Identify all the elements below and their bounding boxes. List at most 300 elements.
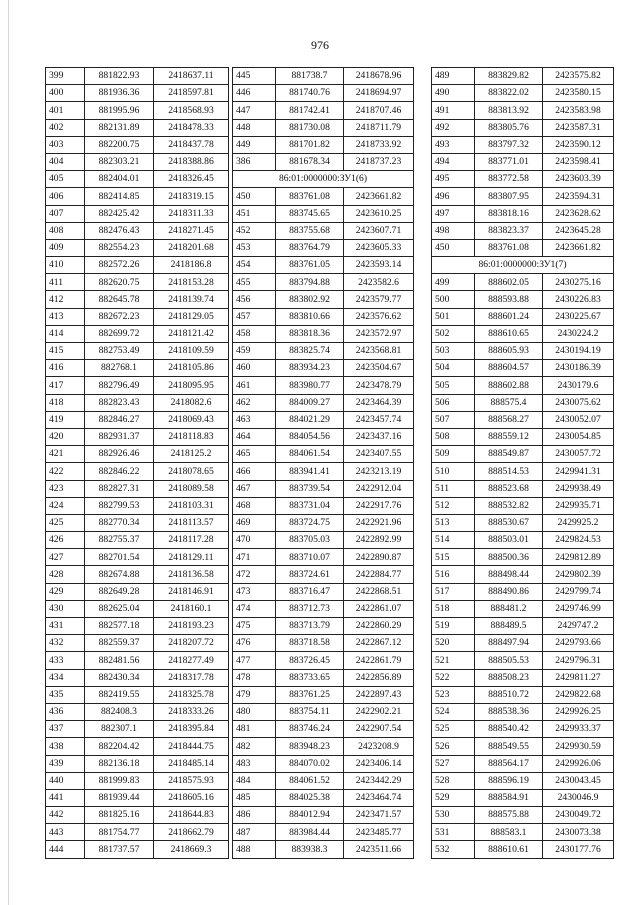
x-coordinate: 882131.89: [85, 119, 154, 136]
point-number: 524: [432, 703, 475, 720]
table-row: [46, 463, 229, 480]
y-coordinate: 2423407.55: [344, 446, 414, 463]
y-coordinate: 2418694.97: [344, 85, 414, 102]
y-coordinate: 2422890.87: [344, 549, 414, 566]
x-coordinate: 883813.92: [475, 102, 543, 119]
point-number: 528: [432, 772, 475, 789]
point-number: 502: [432, 325, 475, 342]
y-coordinate: 2418113.57: [154, 514, 229, 531]
y-coordinate: 2430177.76: [543, 841, 614, 858]
x-coordinate: 883794.88: [276, 274, 344, 291]
table-row: [432, 102, 614, 119]
x-coordinate: 881738.7: [276, 68, 344, 85]
section-header-row: [432, 257, 614, 274]
point-number: 432: [46, 635, 85, 652]
x-coordinate: 882799.53: [85, 497, 154, 514]
cadastral-number: 86:01:0000000:ЗУ1(7): [432, 257, 614, 274]
y-coordinate: 2418089.58: [154, 480, 229, 497]
point-number: 407: [46, 205, 85, 222]
y-coordinate: 2418444.75: [154, 738, 229, 755]
y-coordinate: 2423485.77: [344, 824, 414, 841]
point-number: 455: [233, 274, 276, 291]
point-number: 471: [233, 549, 276, 566]
point-number: 492: [432, 119, 475, 136]
point-number: 510: [432, 463, 475, 480]
y-coordinate: 2423607.71: [344, 222, 414, 239]
table-row: [46, 257, 229, 274]
x-coordinate: 883745.65: [276, 205, 344, 222]
table-row: [432, 703, 614, 720]
x-coordinate: 883829.82: [475, 68, 543, 85]
y-coordinate: 2418637.11: [154, 68, 229, 85]
x-coordinate: 888605.93: [475, 343, 543, 360]
table-row: [432, 446, 614, 463]
y-coordinate: 2418129.11: [154, 549, 229, 566]
y-coordinate: 2422921.96: [344, 514, 414, 531]
table-row: [233, 635, 414, 652]
x-coordinate: 883764.79: [276, 239, 344, 256]
table-row: [233, 514, 414, 531]
x-coordinate: 888575.88: [475, 807, 543, 824]
table-row: [432, 772, 614, 789]
x-coordinate: 882701.54: [85, 549, 154, 566]
table-row: [46, 377, 229, 394]
table-row: [233, 308, 414, 325]
point-number: 506: [432, 394, 475, 411]
x-coordinate: 881737.57: [85, 841, 154, 858]
y-coordinate: 2423437.16: [344, 428, 414, 445]
x-coordinate: 881936.36: [85, 85, 154, 102]
point-number: 457: [233, 308, 276, 325]
y-coordinate: 2418109.59: [154, 343, 229, 360]
cadastral-number: 86:01:0000000:ЗУ1(6): [233, 171, 414, 188]
point-number: 399: [46, 68, 85, 85]
x-coordinate: 888489.5: [475, 618, 543, 635]
y-coordinate: 2429925.2: [543, 514, 614, 531]
table-row: [46, 222, 229, 239]
y-coordinate: 2429938.49: [543, 480, 614, 497]
table-row: [46, 102, 229, 119]
x-coordinate: 888601.24: [475, 308, 543, 325]
y-coordinate: 2418575.93: [154, 772, 229, 789]
x-coordinate: 883818.36: [276, 325, 344, 342]
table-row: [233, 394, 414, 411]
y-coordinate: 2418319.15: [154, 188, 229, 205]
x-coordinate: 882476.43: [85, 222, 154, 239]
y-coordinate: 2418117.28: [154, 532, 229, 549]
table-row: [233, 136, 414, 153]
x-coordinate: 881822.93: [85, 68, 154, 85]
point-number: 436: [46, 703, 85, 720]
x-coordinate: 883823.37: [475, 222, 543, 239]
point-number: 508: [432, 428, 475, 445]
y-coordinate: 2429802.39: [543, 566, 614, 583]
coordinate-table-2: [232, 67, 414, 859]
x-coordinate: 881742.41: [276, 102, 344, 119]
table-row: [46, 600, 229, 617]
table-row: [233, 325, 414, 342]
y-coordinate: 2418129.05: [154, 308, 229, 325]
table-row: [233, 222, 414, 239]
point-number: 402: [46, 119, 85, 136]
table-row: [233, 377, 414, 394]
y-coordinate: 2423645.28: [543, 222, 614, 239]
x-coordinate: 882649.28: [85, 583, 154, 600]
point-number: 423: [46, 480, 85, 497]
table-row: [46, 480, 229, 497]
table-row: [432, 291, 614, 308]
table-row: [46, 497, 229, 514]
y-coordinate: 2429926.06: [543, 755, 614, 772]
point-number: 447: [233, 102, 276, 119]
y-coordinate: 2422861.79: [344, 652, 414, 669]
table-row: [46, 205, 229, 222]
x-coordinate: 888583.1: [475, 824, 543, 841]
y-coordinate: 2418597.81: [154, 85, 229, 102]
x-coordinate: 888508.23: [475, 669, 543, 686]
y-coordinate: 2418082.6: [154, 394, 229, 411]
x-coordinate: 883724.61: [276, 566, 344, 583]
x-coordinate: 883818.16: [475, 205, 543, 222]
table-row: [233, 497, 414, 514]
point-number: 441: [46, 789, 85, 806]
point-number: 514: [432, 532, 475, 549]
y-coordinate: 2418311.33: [154, 205, 229, 222]
x-coordinate: 888584.91: [475, 789, 543, 806]
table-row: [46, 566, 229, 583]
table-row: [233, 841, 414, 858]
x-coordinate: 883726.45: [276, 652, 344, 669]
x-coordinate: 883754.11: [276, 703, 344, 720]
y-coordinate: 2418388.86: [154, 153, 229, 170]
table-row: [432, 239, 614, 256]
point-number: 494: [432, 153, 475, 170]
y-coordinate: 2418707.46: [344, 102, 414, 119]
table-row: [233, 824, 414, 841]
table-row: [233, 738, 414, 755]
x-coordinate: 882931.37: [85, 428, 154, 445]
point-number: 474: [233, 600, 276, 617]
y-coordinate: 2423587.31: [543, 119, 614, 136]
x-coordinate: 882414.85: [85, 188, 154, 205]
y-coordinate: 2418078.65: [154, 463, 229, 480]
x-coordinate: 883713.79: [276, 618, 344, 635]
point-number: 431: [46, 618, 85, 635]
x-coordinate: 883938.3: [276, 841, 344, 858]
table-row: [46, 446, 229, 463]
point-number: 445: [233, 68, 276, 85]
y-coordinate: 2430226.83: [543, 291, 614, 308]
table-row: [233, 257, 414, 274]
point-number: 496: [432, 188, 475, 205]
point-number: 482: [233, 738, 276, 755]
y-coordinate: 2418733.92: [344, 136, 414, 153]
point-number: 415: [46, 343, 85, 360]
x-coordinate: 881825.16: [85, 807, 154, 824]
x-coordinate: 888530.67: [475, 514, 543, 531]
x-coordinate: 884070.02: [276, 755, 344, 772]
x-coordinate: 882204.42: [85, 738, 154, 755]
x-coordinate: 882620.75: [85, 274, 154, 291]
y-coordinate: 2422897.43: [344, 686, 414, 703]
point-number: 487: [233, 824, 276, 841]
y-coordinate: 2418095.95: [154, 377, 229, 394]
y-coordinate: 2423583.98: [543, 102, 614, 119]
table-row: [46, 583, 229, 600]
x-coordinate: 883810.66: [276, 308, 344, 325]
x-coordinate: 883710.07: [276, 549, 344, 566]
point-number: 413: [46, 308, 85, 325]
table-row: [46, 669, 229, 686]
x-coordinate: 884021.29: [276, 411, 344, 428]
y-coordinate: 2422861.07: [344, 600, 414, 617]
table-row: [46, 428, 229, 445]
point-number: 427: [46, 549, 85, 566]
table-row: [233, 566, 414, 583]
point-number: 525: [432, 721, 475, 738]
table-row: [233, 463, 414, 480]
table-row: [432, 635, 614, 652]
x-coordinate: 883802.92: [276, 291, 344, 308]
y-coordinate: 2422868.51: [344, 583, 414, 600]
y-coordinate: 2422867.12: [344, 635, 414, 652]
y-coordinate: 2423610.25: [344, 205, 414, 222]
table-row: [432, 583, 614, 600]
point-number: 485: [233, 789, 276, 806]
point-number: 424: [46, 497, 85, 514]
table-row: [432, 119, 614, 136]
table-row: [432, 325, 614, 342]
y-coordinate: 2418201.68: [154, 239, 229, 256]
x-coordinate: 883934.23: [276, 360, 344, 377]
point-number: 434: [46, 669, 85, 686]
table-row: [233, 703, 414, 720]
point-number: 473: [233, 583, 276, 600]
x-coordinate: 882846.22: [85, 463, 154, 480]
point-number: 529: [432, 789, 475, 806]
table-row: [432, 463, 614, 480]
point-number: 422: [46, 463, 85, 480]
table-row: [432, 85, 614, 102]
x-coordinate: 888549.87: [475, 446, 543, 463]
x-coordinate: 884054.56: [276, 428, 344, 445]
x-coordinate: 888532.82: [475, 497, 543, 514]
table-row: [432, 652, 614, 669]
x-coordinate: 888490.86: [475, 583, 543, 600]
point-number: 386: [233, 153, 276, 170]
table-row: [432, 618, 614, 635]
table-row: [432, 824, 614, 841]
y-coordinate: 2423661.82: [344, 188, 414, 205]
table-row: [233, 446, 414, 463]
table-row: [46, 635, 229, 652]
y-coordinate: 2422884.77: [344, 566, 414, 583]
table-row: [432, 68, 614, 85]
x-coordinate: 883772.58: [475, 171, 543, 188]
point-number: 490: [432, 85, 475, 102]
x-coordinate: 883825.74: [276, 343, 344, 360]
y-coordinate: 2418485.14: [154, 755, 229, 772]
point-number: 507: [432, 411, 475, 428]
table-row: [432, 686, 614, 703]
y-coordinate: 2423593.14: [344, 257, 414, 274]
table-row: [432, 841, 614, 858]
point-number: 526: [432, 738, 475, 755]
y-coordinate: 2418326.45: [154, 171, 229, 188]
x-coordinate: 883822.02: [475, 85, 543, 102]
point-number: 503: [432, 343, 475, 360]
x-coordinate: 888538.36: [475, 703, 543, 720]
table-row: [432, 669, 614, 686]
x-coordinate: 883771.01: [475, 153, 543, 170]
table-row: [432, 222, 614, 239]
point-number: 444: [46, 841, 85, 858]
point-number: 401: [46, 102, 85, 119]
table-row: [233, 583, 414, 600]
x-coordinate: 888523.68: [475, 480, 543, 497]
point-number: 416: [46, 360, 85, 377]
point-number: 509: [432, 446, 475, 463]
table-row: [233, 686, 414, 703]
table-row: [233, 652, 414, 669]
point-number: 469: [233, 514, 276, 531]
point-number: 403: [46, 136, 85, 153]
point-number: 462: [233, 394, 276, 411]
x-coordinate: 888596.19: [475, 772, 543, 789]
table-row: [46, 308, 229, 325]
table-row: [432, 721, 614, 738]
x-coordinate: 883948.23: [276, 738, 344, 755]
y-coordinate: 2418277.49: [154, 652, 229, 669]
point-number: 521: [432, 652, 475, 669]
table-row: [432, 205, 614, 222]
table-row: [46, 549, 229, 566]
y-coordinate: 2429824.53: [543, 532, 614, 549]
y-coordinate: 2423511.66: [344, 841, 414, 858]
y-coordinate: 2418325.78: [154, 686, 229, 703]
y-coordinate: 2418105.86: [154, 360, 229, 377]
point-number: 515: [432, 549, 475, 566]
point-number: 459: [233, 343, 276, 360]
y-coordinate: 2423628.62: [543, 205, 614, 222]
table-row: [46, 171, 229, 188]
x-coordinate: 882672.23: [85, 308, 154, 325]
point-number: 472: [233, 566, 276, 583]
y-coordinate: 2418125.2: [154, 446, 229, 463]
point-number: 452: [233, 222, 276, 239]
point-number: 465: [233, 446, 276, 463]
point-number: 504: [432, 360, 475, 377]
x-coordinate: 883718.58: [276, 635, 344, 652]
table-row: [233, 85, 414, 102]
x-coordinate: 882404.01: [85, 171, 154, 188]
table-row: [233, 205, 414, 222]
y-coordinate: 2429793.66: [543, 635, 614, 652]
y-coordinate: 2429926.25: [543, 703, 614, 720]
y-coordinate: 2430194.19: [543, 343, 614, 360]
point-number: 429: [46, 583, 85, 600]
table-row: [233, 549, 414, 566]
x-coordinate: 888514.53: [475, 463, 543, 480]
x-coordinate: 888500.36: [475, 549, 543, 566]
x-coordinate: 888602.88: [475, 377, 543, 394]
y-coordinate: 2418103.31: [154, 497, 229, 514]
x-coordinate: 884061.52: [276, 772, 344, 789]
point-number: 498: [432, 222, 475, 239]
x-coordinate: 883984.44: [276, 824, 344, 841]
point-number: 519: [432, 618, 475, 635]
x-coordinate: 882136.18: [85, 755, 154, 772]
x-coordinate: 888575.4: [475, 394, 543, 411]
point-number: 488: [233, 841, 276, 858]
y-coordinate: 2418737.23: [344, 153, 414, 170]
table-row: [233, 291, 414, 308]
y-coordinate: 2423661.82: [543, 239, 614, 256]
y-coordinate: 2429747.2: [543, 618, 614, 635]
table-row: [46, 119, 229, 136]
point-number: 418: [46, 394, 85, 411]
point-number: 437: [46, 721, 85, 738]
x-coordinate: 882645.78: [85, 291, 154, 308]
x-coordinate: 884012.94: [276, 807, 344, 824]
point-number: 520: [432, 635, 475, 652]
point-number: 505: [432, 377, 475, 394]
point-number: 450: [233, 188, 276, 205]
x-coordinate: 888610.65: [475, 325, 543, 342]
x-coordinate: 888505.53: [475, 652, 543, 669]
x-coordinate: 882699.72: [85, 325, 154, 342]
point-number: 476: [233, 635, 276, 652]
point-number: 410: [46, 257, 85, 274]
table-row: [46, 686, 229, 703]
table-row: [46, 394, 229, 411]
table-row: [432, 153, 614, 170]
table-row: [432, 514, 614, 531]
point-number: 489: [432, 68, 475, 85]
table-row: [432, 428, 614, 445]
y-coordinate: 2418644.83: [154, 807, 229, 824]
point-number: 480: [233, 703, 276, 720]
x-coordinate: 882200.75: [85, 136, 154, 153]
table-row: [233, 239, 414, 256]
y-coordinate: 2422860.29: [344, 618, 414, 635]
table-row: [233, 102, 414, 119]
table-row: [432, 171, 614, 188]
point-number: 412: [46, 291, 85, 308]
y-coordinate: 2423208.9: [344, 738, 414, 755]
point-number: 513: [432, 514, 475, 531]
y-coordinate: 2418669.3: [154, 841, 229, 858]
point-number: 511: [432, 480, 475, 497]
y-coordinate: 2418207.72: [154, 635, 229, 652]
point-number: 409: [46, 239, 85, 256]
x-coordinate: 883716.47: [276, 583, 344, 600]
table-row: [46, 824, 229, 841]
table-row: [432, 411, 614, 428]
x-coordinate: 884061.54: [276, 446, 344, 463]
y-coordinate: 2430057.72: [543, 446, 614, 463]
y-coordinate: 2423464.39: [344, 394, 414, 411]
table-row: [233, 772, 414, 789]
y-coordinate: 2423603.39: [543, 171, 614, 188]
table-row: [46, 721, 229, 738]
x-coordinate: 883739.54: [276, 480, 344, 497]
x-coordinate: 881740.76: [276, 85, 344, 102]
point-number: 449: [233, 136, 276, 153]
y-coordinate: 2430046.9: [543, 789, 614, 806]
y-coordinate: 2423464.74: [344, 789, 414, 806]
table-row: [46, 841, 229, 858]
